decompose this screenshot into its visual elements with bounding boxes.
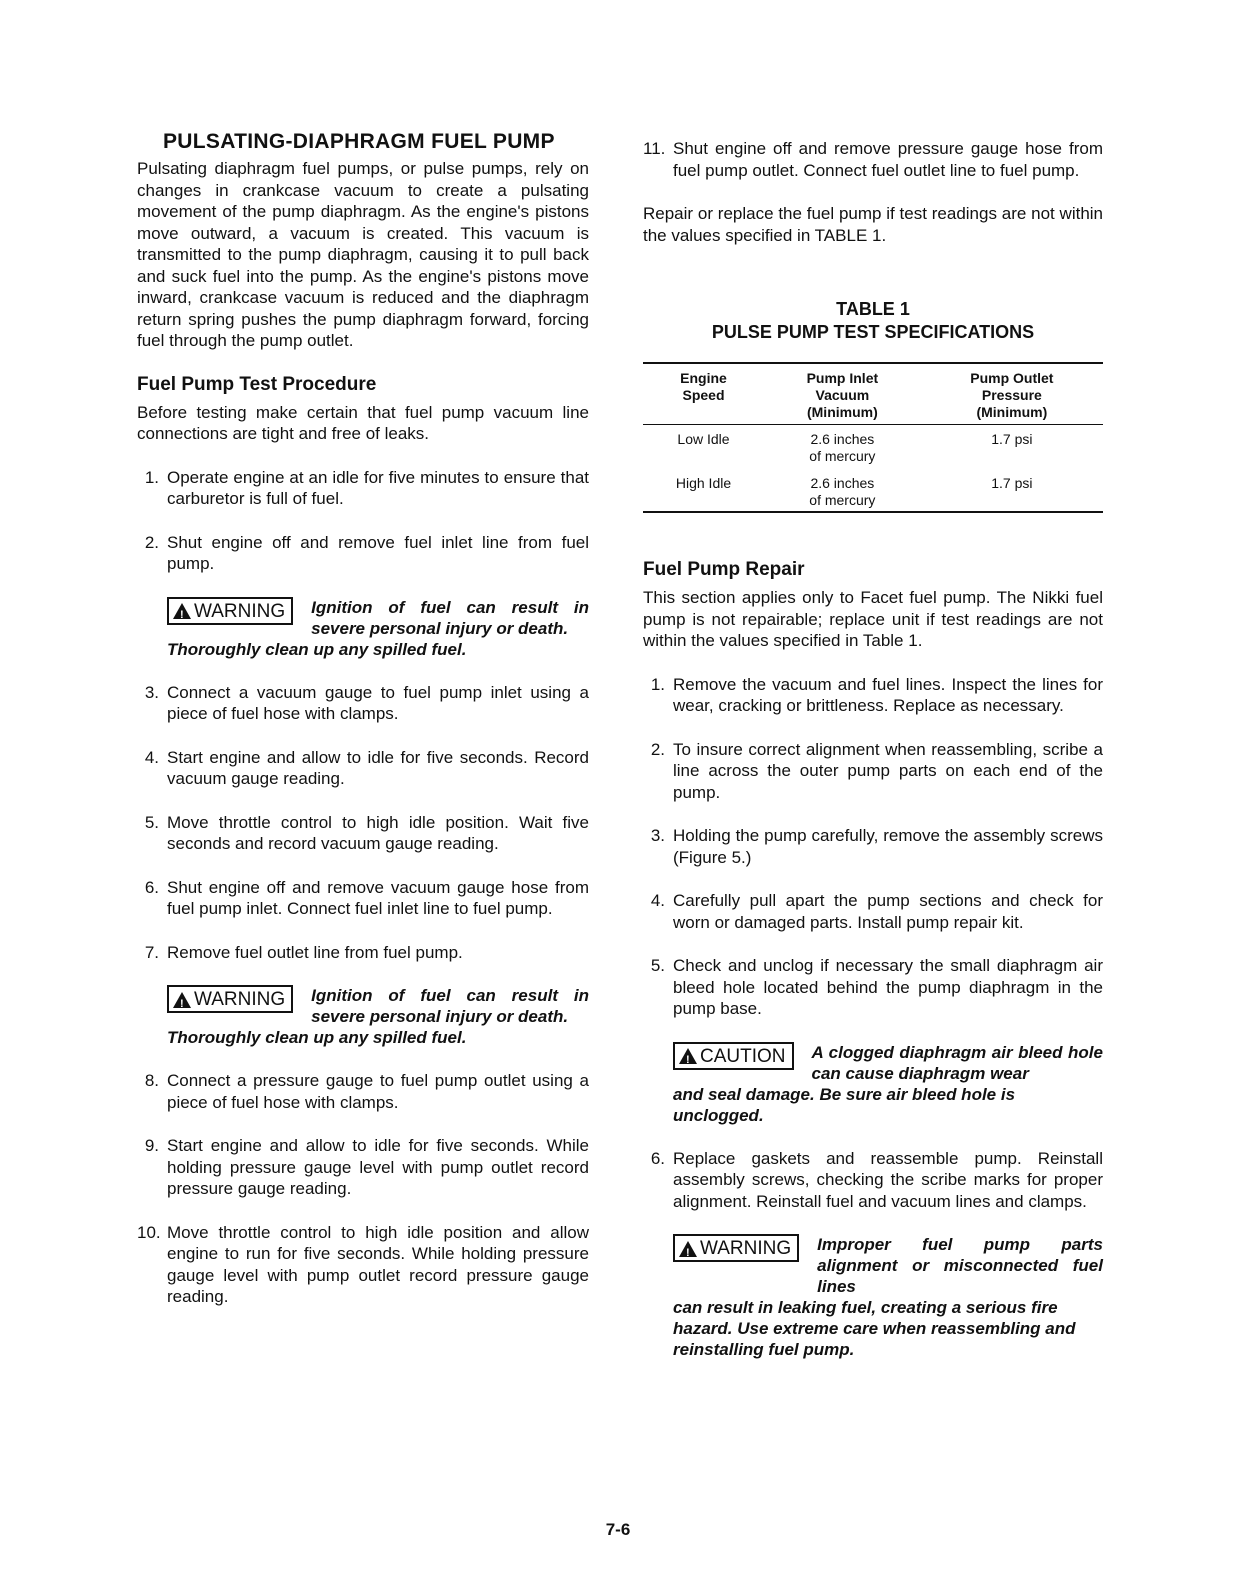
- table-row: Low Idle 2.6 inches of mercury 1.7 psi: [677, 431, 1033, 464]
- column-header: Pump Outlet Pressure (Minimum): [921, 363, 1103, 425]
- list-item: 5. Move throttle control to high idle position. Wait five seconds and record vacuum gauge reading.: [144, 812, 589, 853]
- list-item: 2. Shut engine off and remove fuel inlet line from fuel pump.: [144, 532, 589, 573]
- warning-badge: ! WARNING: [673, 1234, 799, 1262]
- list-item: 11. Shut engine off and remove pressure gauge hose from fuel pump outlet. Connect fuel outlet line to fuel pump.: [643, 139, 1103, 180]
- list-item: 10. Move throttle control to high idle position and allow engine to run for five seconds. While holding pressure gauge level with pump outlet record pressure gauge reading.: [137, 1222, 589, 1306]
- table-header-row: [643, 363, 1103, 425]
- warning-block: [167, 985, 589, 1048]
- warning-badge: ! WARNING: [167, 597, 293, 625]
- test-intro-paragraph: Before testing make certain that fuel pump vacuum line connections are tight and free of leaks.: [137, 402, 589, 443]
- page-number: 7-6: [605, 1520, 631, 1539]
- list-item: 2. To insure correct alignment when reassembling, scribe a line across the outer pump parts on each end of the pump.: [650, 739, 1103, 802]
- list-item: 5. Check and unclog if necessary the small diaphragm air bleed hole located behind the pump diaphragm in the pump base.: [650, 956, 1103, 1018]
- list-item: 1. Operate engine at an idle for five minutes to ensure that carburetor is full of fuel.: [144, 467, 589, 508]
- warning-text: Ignition of fuel can result in severe personal injury or death.: [311, 597, 589, 638]
- warning-text-continued: Thoroughly clean up any spilled fuel.: [167, 639, 467, 659]
- warning-text-continued: Thoroughly clean up any spilled fuel.: [167, 1028, 467, 1047]
- warning-text: Ignition of fuel can result in severe personal injury or death.: [311, 986, 589, 1026]
- list-item: 8. Connect a pressure gauge to fuel pump outlet using a piece of fuel hose with clamps.: [144, 1071, 589, 1112]
- caution-text-continued: and seal damage. Be sure air bleed hole is unclogged.: [673, 1084, 1016, 1125]
- warning-text: Improper fuel pump parts alignment or misconnected fuel lines: [817, 1235, 1103, 1296]
- list-item: 4. Carefully pull apart the pump sections and check for worn or damaged parts. Install pump repair kit.: [650, 891, 1103, 932]
- list-item: 4. Start engine and allow to idle for five seconds. Record vacuum gauge reading.: [144, 747, 589, 788]
- list-item: 9. Start engine and allow to idle for five seconds. While holding pressure gauge level with pump outlet record pressure gauge reading.: [144, 1136, 589, 1198]
- repair-heading: Fuel Pump Repair: [643, 559, 805, 580]
- list-item: 7. Remove fuel outlet line from fuel pump.: [144, 942, 463, 962]
- list-item: 6. Shut engine off and remove vacuum gauge hose from fuel pump inlet. Connect fuel inlet line to fuel pump.: [144, 877, 589, 918]
- warning-text-continued: can result in leaking fuel, creating a serious fire hazard. Use extreme care when reassembling and reinstalling fuel pump.: [673, 1298, 1076, 1359]
- test-procedure-heading: Fuel Pump Test Procedure: [137, 373, 377, 395]
- caution-badge: ! CAUTION: [673, 1042, 794, 1070]
- warning-badge: ! WARNING: [167, 985, 293, 1013]
- intro-paragraph: Pulsating diaphragm fuel pumps, or pulse pumps, rely on changes in crankcase vacuum to create a pulsating movement of the pump diaphragm. As the engine's pistons move outward, a vacuum is created. This vacuum is transmitted to the pump diaphragm, causing it to pull back and suck fuel into the pump. As the engine's pistons move inward, crankcase vacuum is reduced and the diaphragm return spring pushes the pump diaphragm forward, forcing fuel through the pump outlet.: [137, 159, 589, 350]
- table-caption: TABLE 1 PULSE PUMP TEST SPECIFICATIONS: [711, 299, 1035, 342]
- column-header: Engine Speed: [643, 363, 764, 425]
- column-header: Pump Inlet Vacuum (Minimum): [764, 363, 921, 425]
- repair-intro-paragraph: This section applies only to Facet fuel pump. The Nikki fuel pump is not repairable; replace unit if test readings are not within the values specified in Table 1.: [643, 588, 1103, 650]
- table-row: High Idle 2.6 inches of mercury 1.7 psi: [643, 469, 1103, 512]
- list-item: 1. Remove the vacuum and fuel lines. Inspect the lines for wear, cracking or brittleness. Replace as necessary.: [650, 674, 1103, 715]
- list-item: 6. Replace gaskets and reassemble pump. Reinstall assembly screws, checking the scribe marks for proper alignment. Reinstall fuel and vacuum lines and clamps.: [650, 1148, 1103, 1211]
- warning-triangle-icon: [173, 603, 191, 619]
- left-column: [137, 130, 589, 1330]
- spec-table: [643, 362, 1103, 513]
- caution-block: [673, 1042, 1103, 1126]
- warning-triangle-icon: [679, 1048, 697, 1064]
- caution-text: A clogged diaphragm air bleed hole can cause diaphragm wear: [811, 1042, 1103, 1083]
- repair-note: Repair or replace the fuel pump if test readings are not within the values specified in TABLE 1.: [643, 204, 1103, 245]
- section-title: PULSATING-DIAPHRAGM FUEL PUMP: [163, 130, 555, 153]
- list-item: 3. Connect a vacuum gauge to fuel pump inlet using a piece of fuel hose with clamps.: [144, 682, 589, 723]
- right-column: [643, 138, 1103, 1382]
- warning-triangle-icon: [173, 992, 191, 1008]
- warning-triangle-icon: [679, 1241, 697, 1257]
- test-steps-list: [137, 467, 589, 1308]
- warning-block: [673, 1234, 1103, 1360]
- list-item: 3. Holding the pump carefully, remove the assembly screws (Figure 5.): [650, 826, 1103, 867]
- repair-steps-list: [643, 674, 1103, 1361]
- warning-block: [167, 597, 589, 660]
